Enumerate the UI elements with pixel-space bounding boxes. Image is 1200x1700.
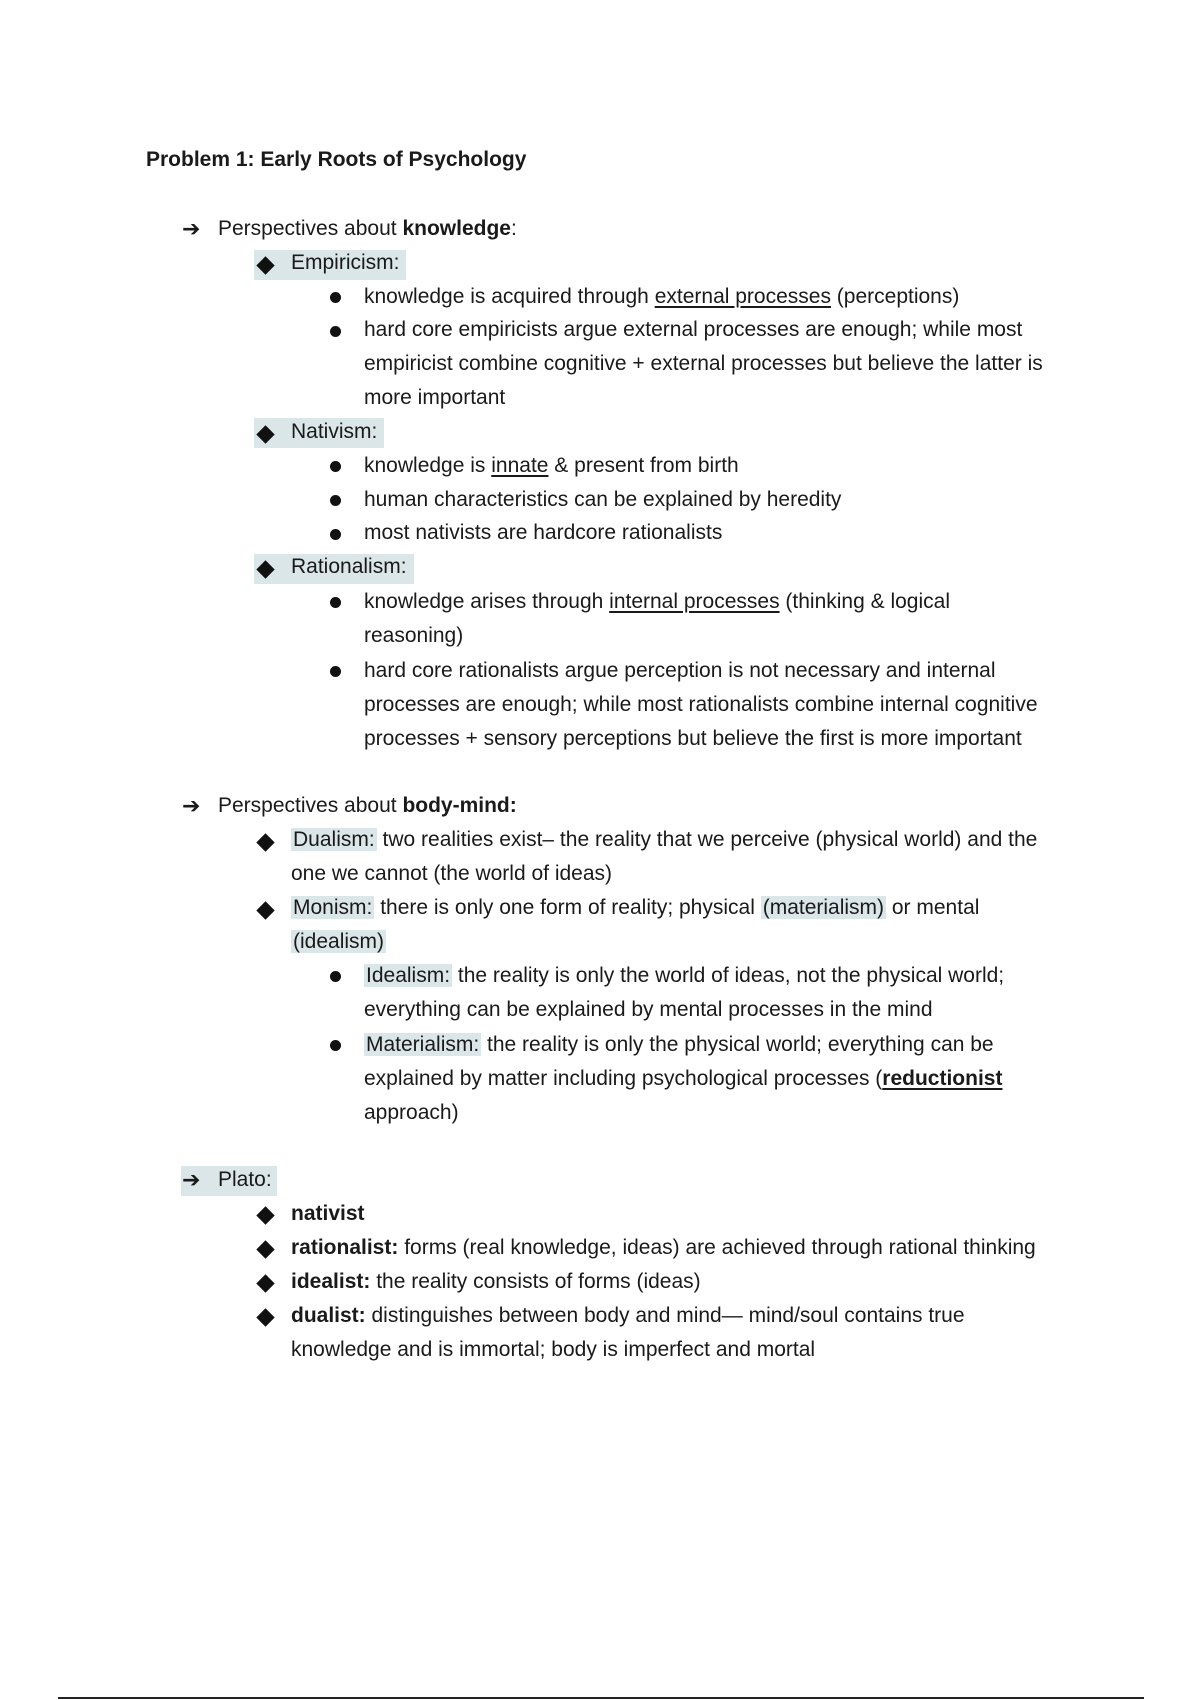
nativism-point-3: most nativists are hardcore rationalists	[364, 521, 723, 544]
monism-line-1: Monism: there is only one form of reality; physical (materialism) or mental	[293, 896, 980, 919]
rationalism-point-2-line-1: hard core rationalists argue perception is not necessary and internal	[364, 659, 996, 682]
rationalism-point-2-line-2: processes are enough; while most rationalists combine internal cognitive	[364, 693, 1038, 716]
dualism-line-2: one we cannot (the world of ideas)	[291, 862, 613, 885]
plato-point-1: nativist	[291, 1202, 365, 1225]
rationalism-point-1-line-2: reasoning)	[364, 624, 464, 647]
materialism-line-2: explained by matter including psychological processes (reductionist	[364, 1067, 1003, 1090]
rationalism-point-2-line-3: processes + sensory perceptions but believe the first is more important	[364, 727, 1022, 750]
plato-point-4-line-1: dualist: distinguishes between body and mind— mind/soul contains true	[291, 1304, 965, 1327]
idealism-line-1: Idealism: the reality is only the world of ideas, not the physical world;	[366, 964, 1005, 987]
rationalism-point-1: knowledge arises through internal processes (thinking & logical	[364, 590, 950, 613]
bullet-dot-icon	[330, 529, 341, 540]
nativism-point-1: knowledge is innate & present from birth	[364, 454, 739, 477]
diamond-bullet-icon	[256, 1206, 274, 1224]
dualism-line-1: Dualism: two realities exist– the reality that we perceive (physical world) and the	[293, 828, 1038, 851]
plato-point-4-line-2: knowledge and is immortal; body is imperfect and mortal	[291, 1338, 816, 1361]
bullet-dot-icon	[330, 292, 341, 303]
diamond-bullet-icon	[256, 833, 274, 851]
empiricism-point-2-line-3: more important	[364, 386, 506, 409]
nativism-point-2: human characteristics can be explained by heredity	[364, 488, 842, 511]
bullet-dot-icon	[330, 495, 341, 506]
diamond-bullet-icon	[256, 1308, 274, 1326]
diamond-bullet-icon	[256, 1274, 274, 1292]
arrow-icon: ➔	[182, 216, 201, 241]
plato-point-3: idealist: the reality consists of forms (ideas)	[291, 1270, 701, 1293]
empiricism-point-2-line-2: empiricist combine cognitive + external processes but believe the latter is	[364, 352, 1043, 375]
rationalism-label: Rationalism:	[291, 555, 407, 578]
empiricism-label: Empiricism:	[291, 251, 400, 274]
bodymind-heading: Perspectives about body-mind:	[218, 794, 517, 817]
monism-line-2: (idealism)	[293, 930, 385, 953]
arrow-icon: ➔	[182, 1167, 201, 1192]
bullet-dot-icon	[330, 597, 341, 608]
knowledge-heading: Perspectives about knowledge:	[218, 217, 517, 240]
diamond-bullet-icon	[256, 1240, 274, 1258]
page-bottom-rule	[58, 1697, 1144, 1699]
materialism-line-3: approach)	[364, 1101, 459, 1124]
bullet-dot-icon	[330, 971, 341, 982]
plato-point-2: rationalist: forms (real knowledge, ideas) are achieved through rational thinking	[291, 1236, 1036, 1259]
arrow-icon: ➔	[182, 793, 201, 818]
empiricism-point-1: knowledge is acquired through external processes (perceptions)	[364, 285, 960, 308]
bullet-dot-icon	[330, 666, 341, 677]
plato-heading: Plato:	[218, 1168, 272, 1191]
bullet-dot-icon	[330, 1040, 341, 1051]
idealism-line-2: everything can be explained by mental processes in the mind	[364, 998, 933, 1021]
materialism-line-1: Materialism: the reality is only the physical world; everything can be	[366, 1033, 994, 1056]
diamond-bullet-icon	[256, 901, 274, 919]
nativism-label: Nativism:	[291, 420, 378, 443]
bullet-dot-icon	[330, 461, 341, 472]
page-title: Problem 1: Early Roots of Psychology	[146, 148, 527, 171]
empiricism-point-2-line-1: hard core empiricists argue external processes are enough; while most	[364, 318, 1023, 341]
bullet-dot-icon	[330, 326, 341, 337]
